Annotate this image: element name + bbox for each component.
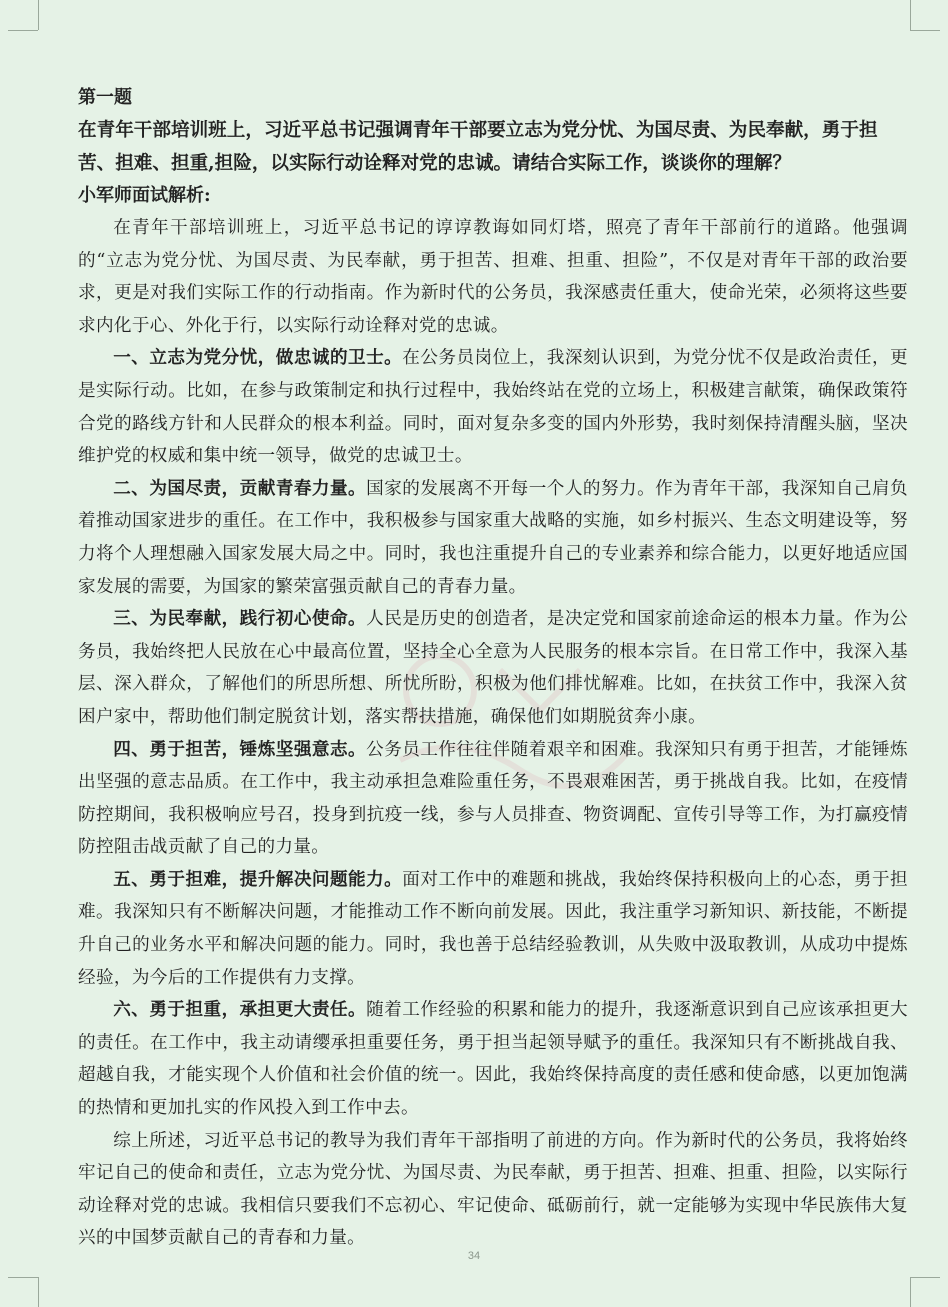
- crop-mark-top-left-h: [8, 30, 38, 31]
- point-lead-3: 三、为民奉献，践行初心使命。: [113, 608, 367, 630]
- point-text-6: 随着工作经验的积累和能力的提升，我逐渐意识到自己应该承担更大的责任。在工作中，我主动请缨承担重要任务，勇于担当起领导赋予的重任。我深知只有不断挑战自我、超越自我，才能实现个人价值和社会价值的统一。因此，我始终保持高度的责任感和使命感，以更加饱满的热情和更加扎实的作风投入到工作中去。: [78, 1000, 908, 1119]
- point-text-5: 面对工作中的难题和挑战，我始终保持积极向上的心态，勇于担难。我深知只有不断解决问题，才能推动工作不断向前发展。因此，我注重学习新知识、新技能，不断提升自己的业务水平和解决问题的能力。同时，我也善于总结经验教训，从失败中汲取教训，从成功中提炼经验，为今后的工作提供有力支撑。: [78, 869, 908, 988]
- section-title: 第一题: [78, 87, 132, 108]
- point-lead-1: 一、立志为党分忧，做忠诚的卫士。: [113, 347, 403, 369]
- point-paragraph-2: [78, 473, 908, 603]
- crop-mark-bottom-right-v: [910, 1277, 911, 1307]
- conclusion-paragraph: 综上所述，习近平总书记的教导为我们青年干部指明了前进的方向。作为新时代的公务员，我将始终牢记自己的使命和责任，立志为党分忧、为国尽责、为民奉献，勇于担苦、担难、担重、担险，以实际行动诠释对党的忠诚。我相信只要我们不忘初心、牢记使命、砥砺前行，就一定能够为实现中华民族伟大复兴的中国梦贡献自己的青春和力量。: [78, 1130, 908, 1249]
- crop-mark-bottom-right-h: [910, 1277, 940, 1278]
- point-lead-4: 四、勇于担苦，锤炼坚强意志。: [113, 738, 367, 760]
- intro-paragraph: 在青年干部培训班上，习近平总书记的谆谆教诲如同灯塔，照亮了青年干部前行的道路。他强调的“立志为党分忧、为国尽责、为民奉献，勇于担苦、担难、担重、担险”，不仅是对青年干部的政治要求，更是对我们实际工作的行动指南。作为新时代的公务员，我深感责任重大，使命光荣，必须将这些要求内化于心、外化于行，以实际行动诠释对党的忠诚。: [78, 218, 908, 336]
- point-paragraph-4: [78, 734, 908, 864]
- page-number: 34: [467, 1250, 481, 1262]
- crop-mark-top-right-v: [910, 0, 911, 30]
- point-lead-6: 六、勇于担重，承担更大责任。: [113, 999, 367, 1021]
- point-paragraph-3: [78, 603, 908, 733]
- point-paragraph-1: [78, 342, 908, 472]
- crop-mark-top-left-v: [38, 0, 39, 30]
- crop-mark-bottom-left-h: [8, 1277, 38, 1278]
- document-body: [78, 82, 908, 1255]
- point-paragraph-6: [78, 994, 908, 1124]
- point-lead-2: 二、为国尽责，贡献青春力量。: [113, 477, 367, 499]
- question-text: 在青年干部培训班上，习近平总书记强调青年干部要立志为党分忧、为国尽责、为民奉献，勇于担苦、担难、担重,担险，以实际行动诠释对党的忠诚。请结合实际工作，谈谈你的理解？: [78, 120, 878, 174]
- point-paragraph-5: [78, 864, 908, 994]
- point-text-1: 在公务员岗位上，我深刻认识到，为党分忧不仅是政治责任，更是实际行动。比如，在参与政策制定和执行过程中，我始终站在党的立场上，积极建言献策，确保政策符合党的路线方针和人民群众的根本利益。同时，面对复杂多变的国内外形势，我时刻保持清醒头脑，坚决维护党的权威和集中统一领导，做党的忠诚卫士。: [78, 348, 908, 467]
- analysis-heading: 小军师面试解析:: [78, 185, 211, 206]
- point-text-2: 国家的发展离不开每一个人的努力。作为青年干部，我深知自己肩负着推动国家进步的重任。在工作中，我积极参与国家重大战略的实施，如乡村振兴、生态文明建设等，努力将个人理想融入国家发展大局之中。同时，我也注重提升自己的专业素养和综合能力，以更好地适应国家发展的需要，为国家的繁荣富强贡献自己的青春力量。: [78, 478, 908, 597]
- point-text-3: 人民是历史的创造者，是决定党和国家前途命运的根本力量。作为公务员，我始终把人民放在心中最高位置，坚持全心全意为人民服务的根本宗旨。在日常工作中，我深入基层、深入群众，了解他们的所思所想、所忧所盼，积极为他们排忧解难。比如，在扶贫工作中，我深入贫困户家中，帮助他们制定脱贫计划，落实帮扶措施，确保他们如期脱贫奔小康。: [78, 609, 908, 727]
- point-text-4: 公务员工作往往伴随着艰辛和困难。我深知只有勇于担苦，才能锤炼出坚强的意志品质。在工作中，我主动承担急难险重任务，不畏艰难困苦，勇于挑战自我。比如，在疫情防控期间，我积极响应号召，投身到抗疫一线，参与人员排查、物资调配、宣传引导等工作，为打赢疫情防控阻击战贡献了自己的力量。: [78, 739, 908, 858]
- crop-mark-bottom-left-v: [38, 1277, 39, 1307]
- crop-mark-top-right-h: [910, 30, 940, 31]
- point-lead-5: 五、勇于担难，提升解决问题能力。: [113, 868, 403, 890]
